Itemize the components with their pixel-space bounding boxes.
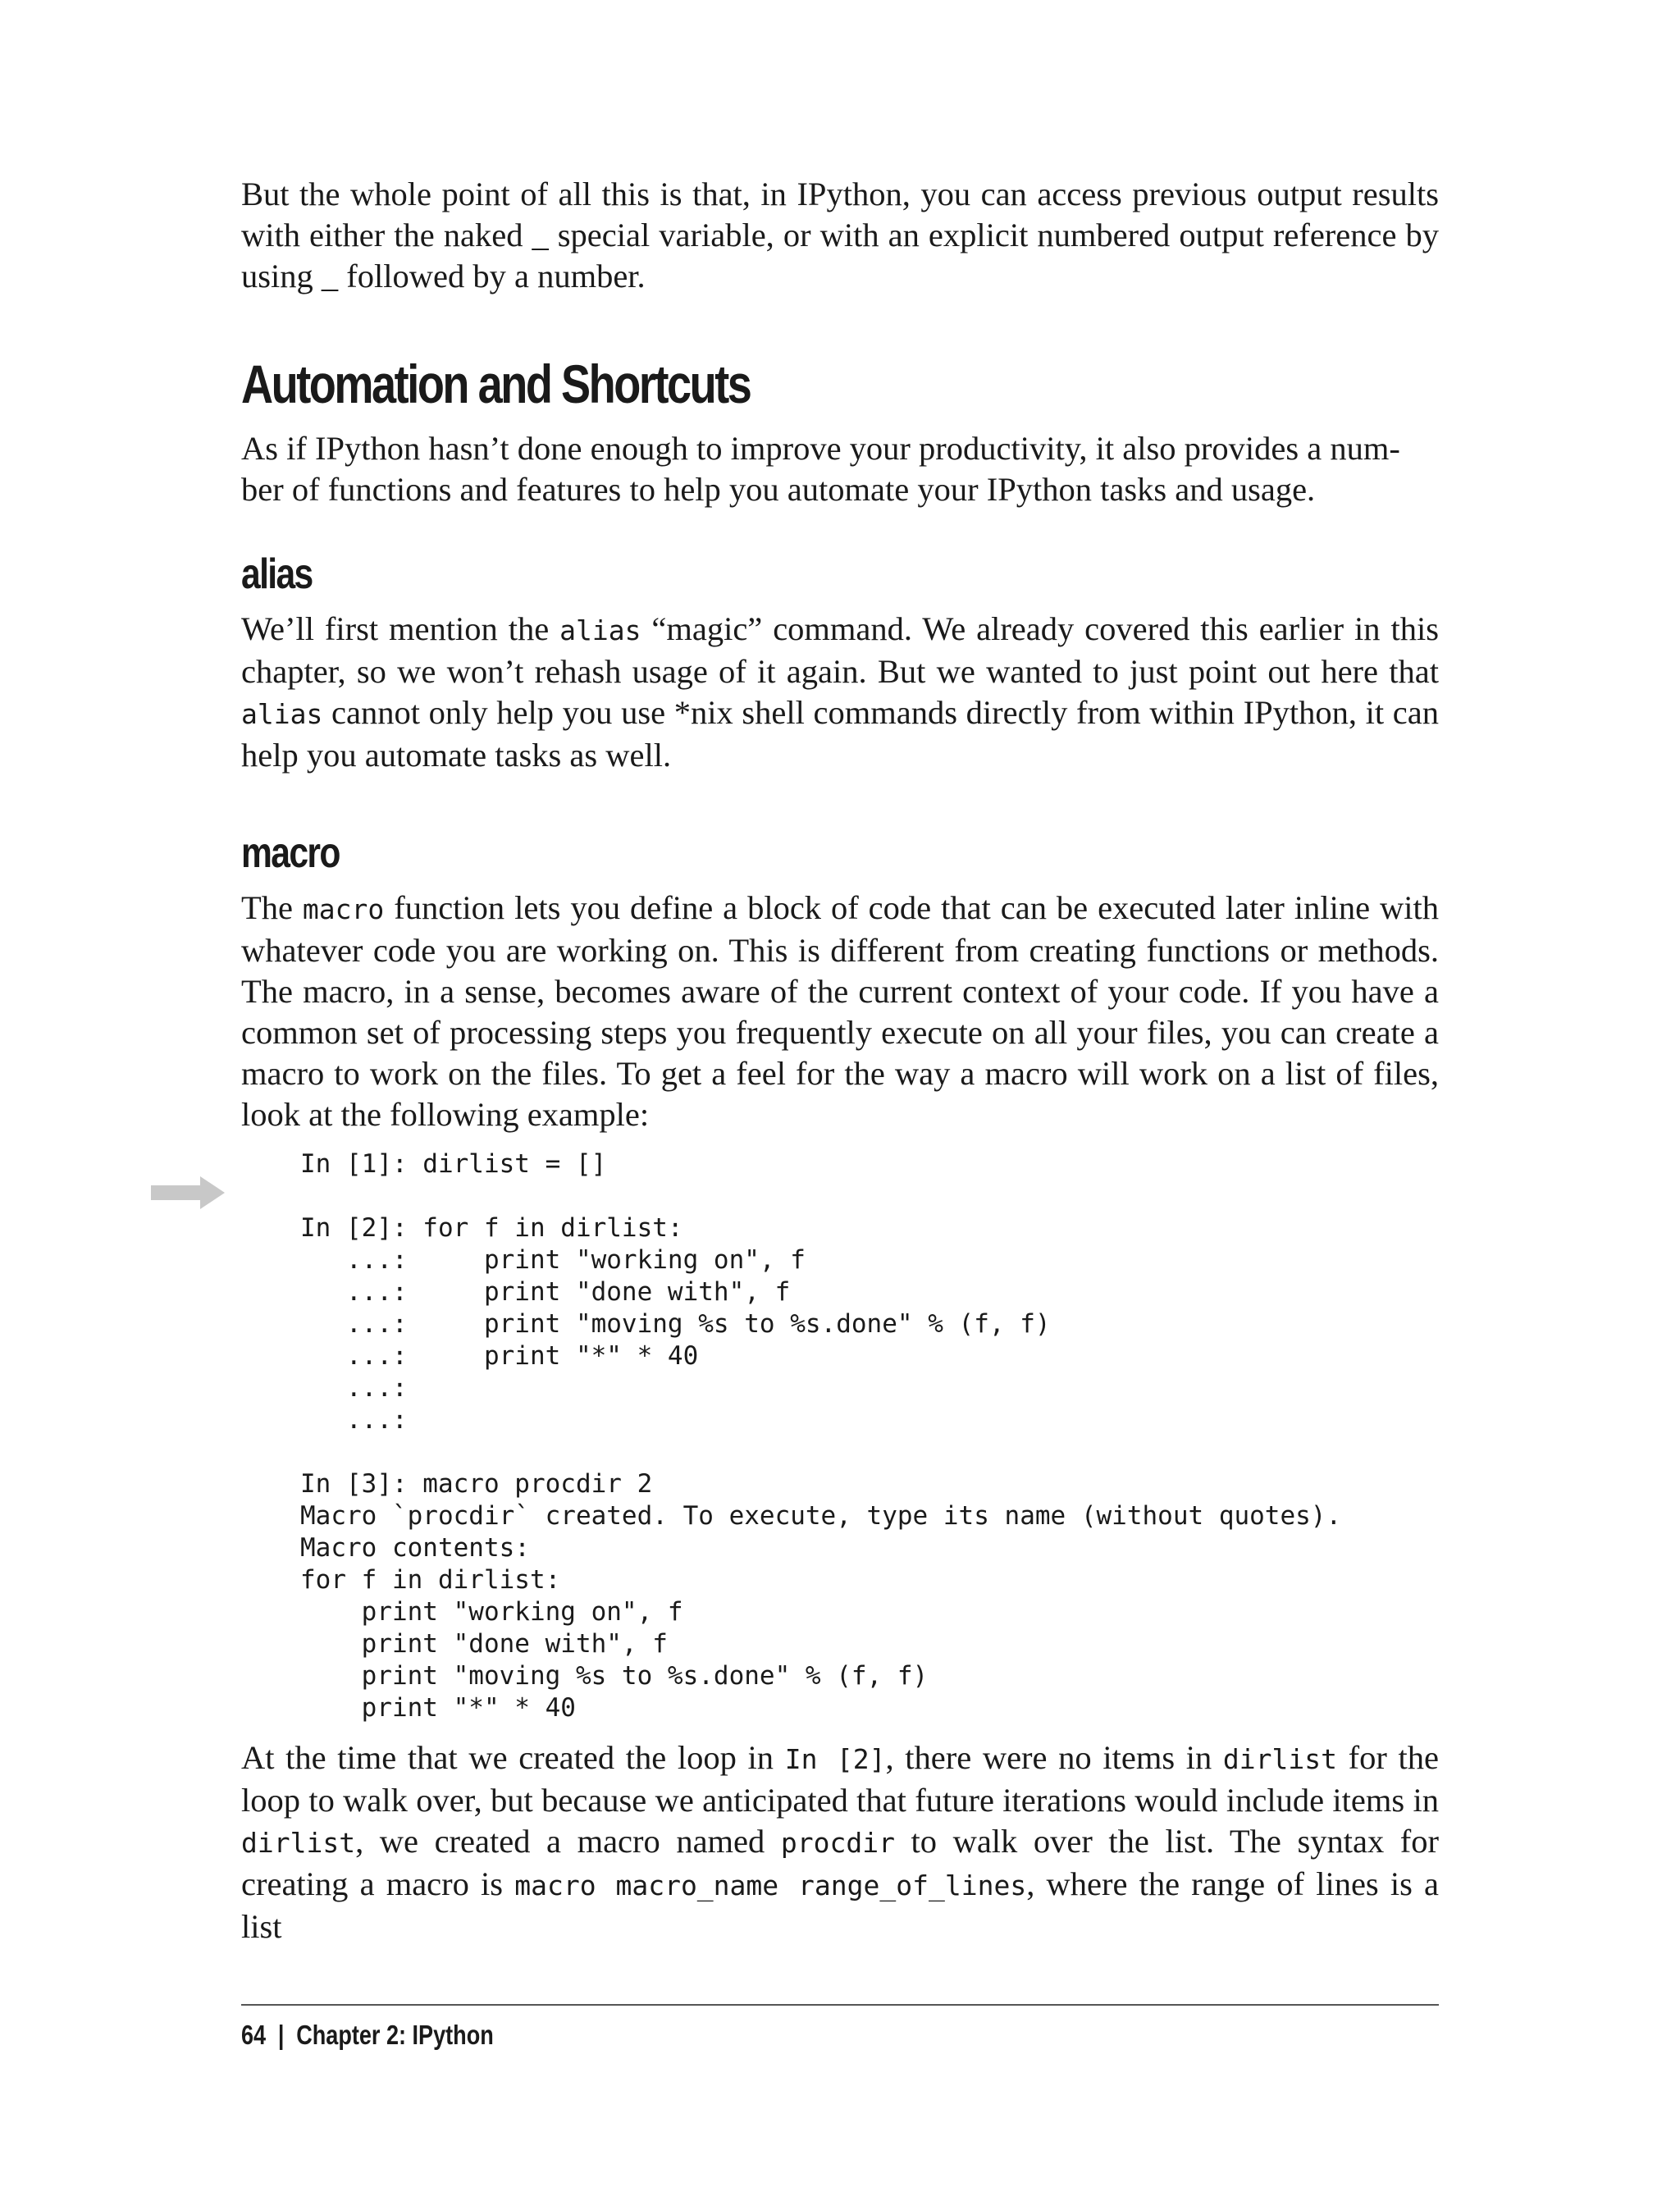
outro-text-5: to walk over the list. The syntax for creating a macro is	[241, 1823, 1439, 1902]
footer-divider	[241, 2004, 1439, 2006]
chapter-label: Chapter 2: IPython	[296, 2020, 494, 2050]
page-footer	[241, 2020, 494, 2051]
alias-heading: alias	[241, 550, 313, 598]
footer-separator: |	[277, 2020, 285, 2050]
section-intro-line-2: ber of functions and features to help you automate your IPython tasks and usage.	[241, 471, 1316, 508]
alias-code-2: alias	[241, 698, 323, 730]
section-title: Automation and Shortcuts	[241, 354, 751, 414]
outro-paragraph	[241, 1737, 1439, 1947]
outro-text-2: , there were no items in	[885, 1739, 1223, 1776]
macro-heading: macro	[241, 829, 340, 877]
code-example: In [1]: dirlist = [] In [2]: for f in dirlist: ...: print "working on", f ...: print "done with", f ...: print "moving %s to %s.done" % (f, f) ...: print "*" * 40 ...: ...: In [3]: macro procdir 2 Macro `procdir` created. To execute, type its name (without quotes). Macro contents: for f in dirlist: print "working on", f print "done with", f print "moving %s to %s.done" % (f, f) print "*" * 40	[300, 1149, 1342, 1723]
alias-paragraph	[241, 609, 1439, 776]
page-content	[241, 174, 1439, 1947]
outro-code-4: procdir	[780, 1827, 895, 1859]
alias-text-2: “magic” command. We already covered this earlier in this chapter, so we won’t rehash usage of it again. But we wanted to just point out here that	[241, 610, 1439, 690]
macro-text-1: The	[241, 889, 303, 926]
macro-paragraph	[241, 888, 1439, 1135]
outro-code-1: In [2]	[784, 1743, 886, 1775]
macro-text-2: function lets you define a block of code that can be executed later inline with whatever code you are working on. This is different from creating functions or methods. The macro, in a sense, becomes aware of the current context of your code. If you have a common set of processing steps you frequently execute on all your files, you can create a macro to work on the files. To get a feel for the way a macro will work on a list of files, look at the following example:	[241, 889, 1439, 1133]
intro-paragraph: But the whole point of all this is that, in IPython, you can access previous output results with either the naked _ special variable, or with an explicit numbered output reference by using _ followed by a number.	[241, 176, 1439, 294]
outro-code-3: dirlist	[241, 1827, 356, 1859]
alias-code-1: alias	[559, 614, 641, 646]
macro-code-1: macro	[302, 893, 385, 925]
outro-text-3: for the loop to walk over, but because we anticipated that future iterations would include items in	[241, 1739, 1440, 1819]
arrow-right-icon	[151, 1176, 225, 1209]
section-intro-paragraph	[241, 428, 1439, 510]
alias-text-3: cannot only help you use *nix shell commands directly from within IPython, it can help you automate tasks as well.	[241, 694, 1439, 774]
outro-code-5: macro macro_name range_of_lines	[514, 1869, 1027, 1901]
page-number: 64	[241, 2020, 267, 2050]
section-intro-line-1: As if IPython hasn’t done enough to improve your productivity, it also provides a num-	[241, 430, 1400, 467]
outro-code-2: dirlist	[1222, 1743, 1337, 1775]
alias-text-1: We’ll first mention the	[241, 610, 560, 647]
outro-text-1: At the time that we created the loop in	[241, 1739, 785, 1776]
outro-text-6: , where the range of lines is a list	[241, 1865, 1439, 1945]
outro-text-4: , we created a macro named	[355, 1823, 781, 1860]
